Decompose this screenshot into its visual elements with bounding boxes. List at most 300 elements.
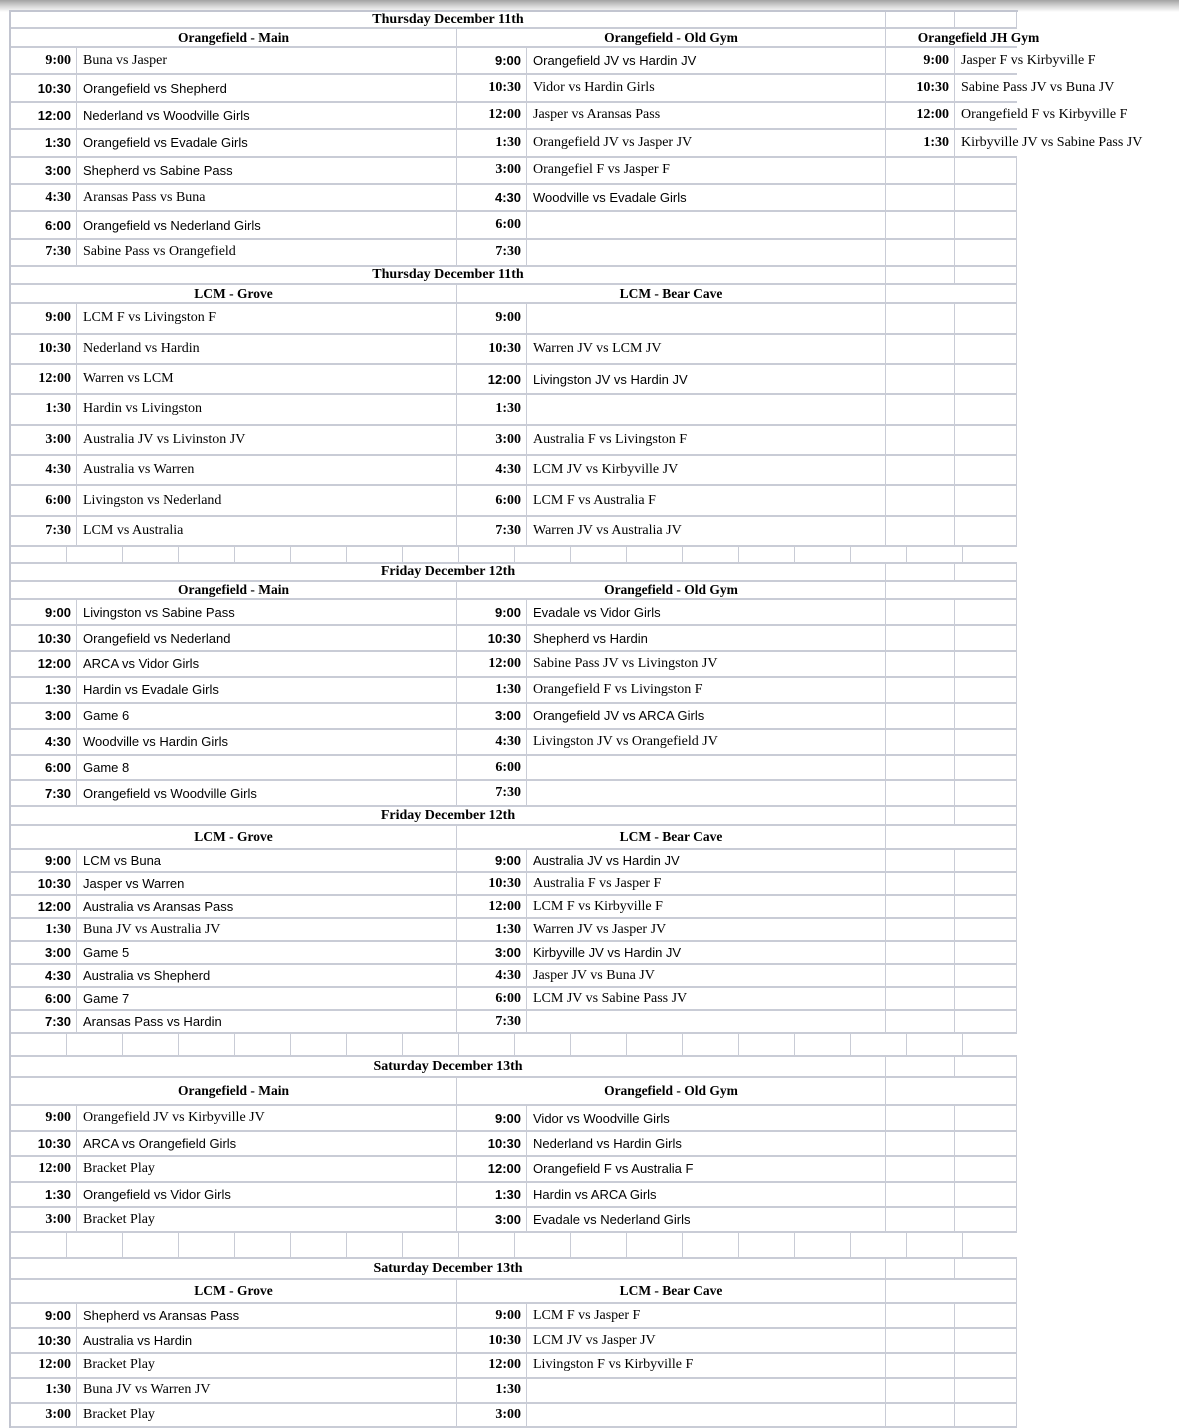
time-cell-text: 10:30 <box>37 80 71 96</box>
game-cell-text: Orangefiel F vs Jasper F <box>533 162 670 178</box>
game-cell-text: Kirbyville JV vs Hardin JV <box>533 945 682 961</box>
time-cell <box>457 896 527 919</box>
game-row <box>11 1208 1018 1233</box>
empty-cell <box>955 965 1017 988</box>
section-title <box>11 267 886 285</box>
empty-cell <box>886 1057 955 1078</box>
section-title-row <box>11 12 1018 29</box>
game-row <box>11 395 1018 425</box>
game-row <box>11 988 1018 1011</box>
section-title-text: Friday December 12th <box>380 807 516 823</box>
schedule-section <box>11 267 1018 547</box>
game-cell-text: Kirbyville JV vs Sabine Pass JV <box>961 134 1143 150</box>
time-cell-text: 12:00 <box>487 1161 521 1177</box>
time-cell <box>457 1329 527 1354</box>
time-cell-text: 1:30 <box>44 682 71 698</box>
time-cell <box>11 517 77 547</box>
time-cell-text: 12:00 <box>37 899 71 915</box>
game-cell <box>527 919 886 942</box>
time-cell <box>11 1106 77 1131</box>
game-row <box>11 600 1018 626</box>
game-cell-text: Hardin vs ARCA Girls <box>533 1186 657 1202</box>
empty-cell <box>955 652 1017 678</box>
time-cell-text: 9:00 <box>923 52 949 68</box>
game-cell <box>77 426 457 456</box>
section-title-row <box>11 267 1018 285</box>
time-cell-text: 6:00 <box>495 990 521 1006</box>
time-cell <box>457 1011 527 1034</box>
game-cell-text: Buna JV vs Warren JV <box>83 1382 211 1398</box>
game-row <box>11 896 1018 919</box>
venue-header-text: Orangefield - Old Gym <box>604 1083 738 1099</box>
game-cell <box>527 1304 886 1329</box>
empty-cell <box>955 486 1017 516</box>
time-cell-text: 12:00 <box>38 371 71 387</box>
spacer-row <box>11 547 1017 564</box>
time-cell-text: 1:30 <box>495 1382 521 1398</box>
empty-cell <box>955 988 1017 1011</box>
game-cell <box>527 626 886 652</box>
spacer-row <box>11 1233 1017 1259</box>
game-cell-text: LCM F vs Australia F <box>533 492 656 508</box>
empty-cell <box>955 185 1017 212</box>
time-cell <box>11 426 77 456</box>
venue-header-text: LCM - Grove <box>194 1283 273 1299</box>
time-cell-text: 9:00 <box>494 53 521 69</box>
venue-header-text: LCM - Grove <box>194 285 273 301</box>
time-cell-text: 4:30 <box>495 462 521 478</box>
game-cell <box>527 1354 886 1379</box>
time-cell <box>11 456 77 486</box>
time-cell-text: 4:30 <box>44 968 71 984</box>
time-cell-text: 12:00 <box>37 107 71 123</box>
time-cell <box>11 1354 77 1379</box>
empty-cell <box>955 212 1017 239</box>
time-cell <box>457 756 527 782</box>
time-cell-text: 7:30 <box>495 523 521 539</box>
time-cell <box>457 873 527 896</box>
empty-cell <box>955 1132 1017 1157</box>
time-cell-text: 6:00 <box>45 492 71 508</box>
game-cell <box>77 850 457 873</box>
time-cell <box>457 678 527 704</box>
time-cell-text: 4:30 <box>495 967 521 983</box>
game-cell-text: Evadale vs Vidor Girls <box>533 604 661 620</box>
game-row <box>11 919 1018 942</box>
time-cell-text: 10:30 <box>488 340 521 356</box>
game-cell <box>527 130 886 157</box>
game-row <box>11 130 1143 157</box>
game-cell <box>77 304 457 334</box>
time-cell-text: 1:30 <box>494 1186 521 1202</box>
empty-cell <box>886 582 1017 600</box>
game-cell-text: Orangefield JV vs Kirbyville JV <box>83 1110 265 1126</box>
empty-cell <box>886 1183 955 1208</box>
time-cell-text: 12:00 <box>487 371 521 387</box>
time-cell <box>11 781 77 807</box>
game-cell <box>527 158 886 185</box>
game-cell <box>527 240 886 267</box>
game-row <box>11 626 1018 652</box>
time-cell <box>11 486 77 516</box>
empty-cell <box>955 304 1017 334</box>
empty-cell <box>886 1304 955 1329</box>
time-cell-text: 6:00 <box>44 991 71 1007</box>
time-cell-text: 12:00 <box>488 898 521 914</box>
venue-header-text: Orangefield - Main <box>178 582 289 598</box>
schedule-section <box>11 564 1018 807</box>
game-cell-text: Game 8 <box>83 760 130 776</box>
empty-cell <box>886 600 955 626</box>
game-cell <box>527 988 886 1011</box>
time-cell <box>457 365 527 395</box>
game-cell-text: Orangefield vs Nederland <box>83 630 231 646</box>
game-cell-text: ARCA vs Orangefield Girls <box>83 1135 237 1151</box>
game-cell-text: Bracket Play <box>83 1406 155 1422</box>
empty-cell <box>886 756 955 782</box>
game-cell-text: Australia vs Shepherd <box>83 968 211 984</box>
game-cell <box>527 781 886 807</box>
time-cell-text: 10:30 <box>487 630 521 646</box>
time-cell-text: 12:00 <box>38 1357 71 1373</box>
game-cell-text: Australia vs Warren <box>83 462 195 478</box>
game-cell <box>527 965 886 988</box>
time-cell-text: 1:30 <box>495 401 521 417</box>
time-cell-text: 7:30 <box>45 523 71 539</box>
empty-cell <box>886 285 1017 304</box>
game-cell-text: LCM vs Buna <box>83 853 162 869</box>
time-cell-text: 3:00 <box>44 162 71 178</box>
game-row <box>11 335 1018 365</box>
time-cell <box>11 48 77 75</box>
time-cell <box>886 103 955 130</box>
game-cell <box>77 1404 457 1428</box>
time-cell-text: 4:30 <box>45 189 71 205</box>
time-cell-text: 7:30 <box>495 1013 521 1029</box>
game-cell <box>527 304 886 334</box>
game-row <box>11 426 1018 456</box>
game-cell-text: Livingston vs Sabine Pass <box>83 604 235 620</box>
time-cell-text: 3:00 <box>45 1211 71 1227</box>
game-cell-text: Warren vs LCM <box>83 371 174 387</box>
empty-cell <box>886 1208 955 1233</box>
empty-cell <box>886 1259 955 1280</box>
time-cell <box>457 965 527 988</box>
time-cell <box>11 873 77 896</box>
game-cell <box>527 395 886 425</box>
time-cell-text: 12:00 <box>38 1160 71 1176</box>
empty-cell <box>955 517 1017 547</box>
time-cell-text: 9:00 <box>494 853 521 869</box>
empty-cell <box>955 756 1017 782</box>
game-cell-text: Vidor vs Woodville Girls <box>533 1110 670 1126</box>
game-cell <box>77 704 457 730</box>
time-cell-text: 12:00 <box>488 107 521 123</box>
venue-header <box>11 29 457 48</box>
time-cell-text: 1:30 <box>45 921 71 937</box>
game-cell-text: Australia JV vs Livinston JV <box>83 431 246 447</box>
venue-header-row <box>11 29 1040 48</box>
empty-cell <box>955 564 1017 582</box>
time-cell <box>11 158 77 185</box>
empty-cell <box>955 426 1017 456</box>
venue-header-row <box>11 582 1018 600</box>
empty-cell <box>886 965 955 988</box>
empty-cell <box>955 781 1017 807</box>
game-cell-text: Shepherd vs Sabine Pass <box>83 162 233 178</box>
time-cell <box>11 942 77 965</box>
time-cell-text: 3:00 <box>495 431 521 447</box>
venue-header <box>457 29 886 48</box>
empty-cell <box>955 730 1017 756</box>
empty-cell <box>886 652 955 678</box>
game-row <box>11 158 1018 185</box>
venue-header-text: LCM - Grove <box>194 829 273 845</box>
game-cell-text: Woodville vs Evadale Girls <box>533 190 687 206</box>
game-cell-text: Australia F vs Jasper F <box>533 875 662 891</box>
empty-cell <box>886 267 955 285</box>
empty-cell <box>955 600 1017 626</box>
time-cell-text: 12:00 <box>488 1357 521 1373</box>
game-cell <box>77 486 457 516</box>
game-cell-text: Orangefield F vs Australia F <box>533 1161 694 1177</box>
time-cell <box>457 942 527 965</box>
time-cell <box>457 212 527 239</box>
game-row <box>11 48 1096 75</box>
time-cell <box>11 75 77 102</box>
game-cell-text: Warren JV vs Jasper JV <box>533 921 667 937</box>
time-cell <box>11 240 77 267</box>
game-cell <box>77 896 457 919</box>
time-cell-text: 1:30 <box>44 1186 71 1202</box>
empty-cell <box>886 158 955 185</box>
game-cell-text: ARCA vs Vidor Girls <box>83 656 200 672</box>
game-cell-text: Buna JV vs Australia JV <box>83 921 221 937</box>
venue-header-row <box>11 1280 1018 1304</box>
section-title-text: Saturday December 13th <box>373 1058 523 1074</box>
time-cell <box>11 678 77 704</box>
empty-cell <box>886 873 955 896</box>
empty-cell <box>886 850 955 873</box>
empty-cell <box>886 919 955 942</box>
time-cell-text: 1:30 <box>45 401 71 417</box>
game-cell-text: Sabine Pass JV vs Buna JV <box>961 80 1115 96</box>
game-cell <box>527 730 886 756</box>
empty-cell <box>886 1011 955 1034</box>
venue-header-text: LCM - Bear Cave <box>619 829 723 845</box>
time-cell <box>11 1157 77 1182</box>
venue-header <box>11 1078 457 1106</box>
game-cell-text: Orangefield F vs Kirbyville F <box>961 107 1128 123</box>
empty-cell <box>886 896 955 919</box>
empty-cell <box>886 781 955 807</box>
game-cell <box>527 756 886 782</box>
empty-cell <box>886 335 955 365</box>
game-cell-text: LCM F vs Kirbyville F <box>533 898 663 914</box>
section-title <box>11 564 886 582</box>
game-row <box>11 1106 1018 1131</box>
game-row <box>11 873 1018 896</box>
game-cell <box>527 517 886 547</box>
game-cell <box>77 919 457 942</box>
game-cell <box>77 365 457 395</box>
empty-cell <box>886 365 955 395</box>
section-title-text: Thursday December 11th <box>372 11 524 27</box>
game-row <box>11 1157 1018 1182</box>
game-cell-text: Livingston F vs Kirbyville F <box>533 1357 694 1373</box>
time-cell <box>457 626 527 652</box>
game-cell-text: Game 6 <box>83 708 130 724</box>
time-cell-text: 6:00 <box>44 217 71 233</box>
game-cell-text: LCM F vs Livingston F <box>83 310 217 326</box>
time-cell <box>457 1132 527 1157</box>
game-cell-text: Livingston JV vs Orangefield JV <box>533 733 718 749</box>
time-cell <box>11 626 77 652</box>
empty-cell <box>886 240 955 267</box>
game-cell-text: Bracket Play <box>83 1211 155 1227</box>
game-cell-text: Orangefield vs Shepherd <box>83 80 227 96</box>
game-cell-text: Woodville vs Hardin Girls <box>83 734 228 750</box>
time-cell-text: 3:00 <box>494 945 521 961</box>
game-row <box>11 486 1018 516</box>
game-cell <box>527 1404 886 1428</box>
time-cell-text: 3:00 <box>494 1212 521 1228</box>
time-cell <box>11 652 77 678</box>
game-row <box>11 103 1128 130</box>
game-cell-text: Nederland vs Woodville Girls <box>83 107 250 123</box>
empty-cell <box>955 12 1017 29</box>
time-cell <box>457 486 527 516</box>
time-cell <box>457 781 527 807</box>
time-cell <box>11 1183 77 1208</box>
time-cell <box>457 1354 527 1379</box>
empty-cell <box>955 335 1017 365</box>
time-cell <box>11 1404 77 1428</box>
time-cell <box>11 850 77 873</box>
empty-cell <box>955 240 1017 267</box>
time-cell-text: 7:30 <box>45 244 71 260</box>
empty-cell <box>886 517 955 547</box>
game-row <box>11 212 1018 239</box>
time-cell-text: 10:30 <box>916 80 949 96</box>
game-cell-text: Shepherd vs Aransas Pass <box>83 1308 240 1324</box>
game-cell <box>77 652 457 678</box>
game-cell-text: Evadale vs Nederland Girls <box>533 1212 691 1228</box>
section-title <box>11 12 886 29</box>
game-cell <box>527 600 886 626</box>
game-cell <box>527 1329 886 1354</box>
time-cell <box>457 456 527 486</box>
game-cell-text: Shepherd vs Hardin <box>533 630 648 646</box>
game-cell <box>77 678 457 704</box>
game-cell <box>955 103 1128 130</box>
time-cell-text: 10:30 <box>37 630 71 646</box>
empty-cell <box>886 1157 955 1182</box>
time-cell <box>457 1106 527 1131</box>
time-cell-text: 1:30 <box>923 134 949 150</box>
time-cell <box>11 185 77 212</box>
game-cell-text: Jasper JV vs Buna JV <box>533 967 655 983</box>
game-cell <box>77 1132 457 1157</box>
empty-cell <box>955 267 1017 285</box>
time-cell <box>11 335 77 365</box>
section-title <box>11 1259 886 1280</box>
time-cell-text: 3:00 <box>45 431 71 447</box>
time-cell <box>886 75 955 102</box>
time-cell-text: 3:00 <box>495 162 521 178</box>
time-cell-text: 6:00 <box>495 759 521 775</box>
game-cell <box>77 103 457 130</box>
time-cell <box>457 652 527 678</box>
game-row <box>11 678 1018 704</box>
time-cell-text: 3:00 <box>495 1406 521 1422</box>
game-cell-text: Livingston vs Nederland <box>83 492 222 508</box>
time-cell <box>457 1404 527 1428</box>
empty-cell <box>886 988 955 1011</box>
time-cell-text: 1:30 <box>495 134 521 150</box>
game-cell <box>527 426 886 456</box>
time-cell <box>457 240 527 267</box>
time-cell-text: 6:00 <box>44 760 71 776</box>
empty-cell <box>886 1329 955 1354</box>
game-cell <box>77 1106 457 1131</box>
time-cell <box>457 395 527 425</box>
empty-cell <box>955 626 1017 652</box>
schedule-section <box>11 807 1018 1034</box>
venue-header <box>11 826 457 850</box>
empty-cell <box>955 1157 1017 1182</box>
empty-cell <box>886 456 955 486</box>
empty-cell <box>886 564 955 582</box>
section-title-row <box>11 564 1018 582</box>
game-cell <box>77 456 457 486</box>
game-cell <box>955 75 1115 102</box>
game-cell <box>77 517 457 547</box>
empty-cell <box>955 850 1017 873</box>
game-cell-text: LCM JV vs Sabine Pass JV <box>533 990 688 1006</box>
time-cell-text: 1:30 <box>495 681 521 697</box>
time-cell <box>11 130 77 157</box>
empty-cell <box>886 1280 1017 1304</box>
time-cell-text: 10:30 <box>487 1135 521 1151</box>
section-title-text: Friday December 12th <box>380 564 516 580</box>
game-cell-text: Livingston JV vs Hardin JV <box>533 371 688 387</box>
game-cell <box>77 1354 457 1379</box>
game-row <box>11 1354 1018 1379</box>
empty-cell <box>886 395 955 425</box>
empty-cell <box>955 1404 1017 1428</box>
schedule-section <box>11 11 1143 267</box>
time-cell-text: 9:00 <box>44 604 71 620</box>
game-cell-text: Warren JV vs LCM JV <box>533 340 662 356</box>
time-cell-text: 6:00 <box>495 217 521 233</box>
game-cell-text: Orangefield vs Vidor Girls <box>83 1186 231 1202</box>
empty-cell <box>886 942 955 965</box>
time-cell <box>886 130 955 157</box>
game-cell-text: Vidor vs Hardin Girls <box>533 80 655 96</box>
empty-cell <box>955 704 1017 730</box>
game-row <box>11 942 1018 965</box>
time-cell <box>457 426 527 456</box>
empty-cell <box>886 626 955 652</box>
section-title-row <box>11 807 1018 826</box>
game-cell <box>77 1379 457 1404</box>
game-cell-text: LCM F vs Jasper F <box>533 1307 641 1323</box>
game-cell-text: Aransas Pass vs Buna <box>83 189 206 205</box>
game-cell <box>77 873 457 896</box>
empty-cell <box>955 1183 1017 1208</box>
time-cell-text: 4:30 <box>45 462 71 478</box>
